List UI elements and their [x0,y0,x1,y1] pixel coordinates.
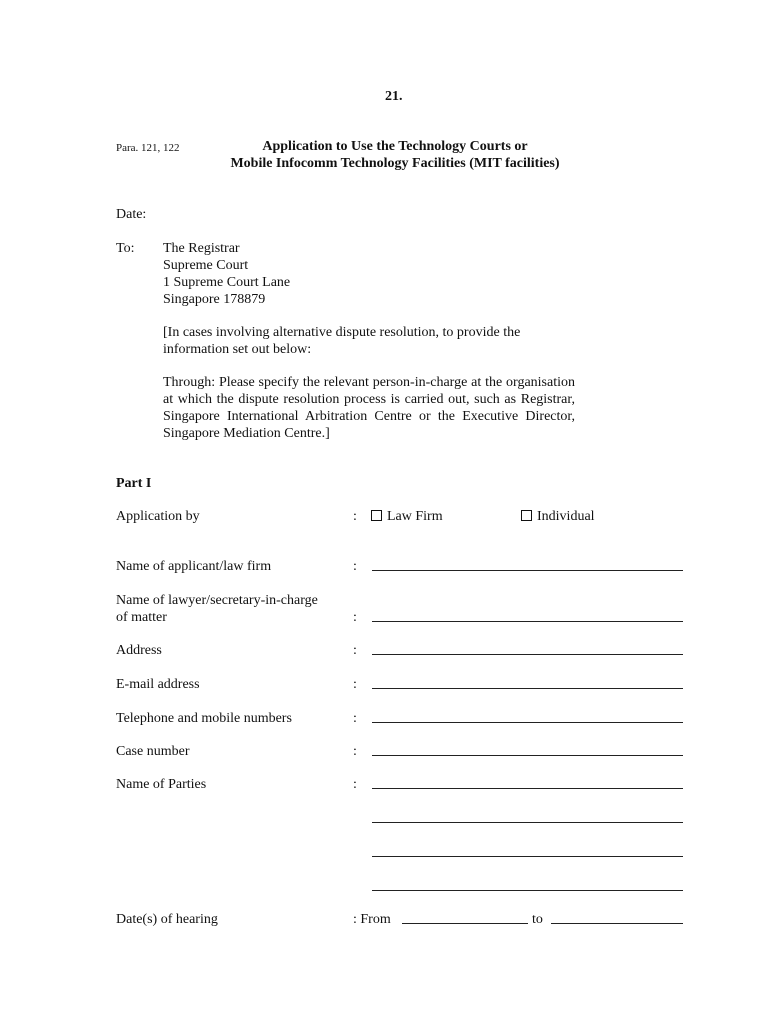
through-note: Through: Please specify the relevant person-in-charge at the organisation at which the dispute resolution process is carried out, such as Registrar, Singapore International Arbitration Centre or the Executive Director, Singapore Mediation Centre.] [163,375,575,441]
case-number-label: Case number [116,744,190,759]
telephone-field[interactable] [372,722,683,723]
field-colon: : [353,677,357,692]
lawyer-name-label-line-2: of matter [116,610,167,625]
recipient-address [163,240,290,308]
applicant-name-label: Name of applicant/law firm [116,559,272,574]
address-label: Address [116,643,162,658]
address-line-2: Supreme Court [163,258,249,273]
para-reference: Para. 121, 122 [116,142,180,154]
address-line-4: Singapore 178879 [163,292,266,307]
form-number: 21. [385,89,403,104]
parties-field-2[interactable] [372,822,683,823]
hearing-dates-label: Date(s) of hearing [116,912,218,927]
field-colon: : [353,643,357,658]
hearing-to-field[interactable] [551,923,683,924]
individual-label: Individual [537,509,595,524]
hearing-from-field[interactable] [402,923,528,924]
hearing-to-label: to [532,912,543,927]
title-line-2: Mobile Infocomm Technology Facilities (MIT facilities) [230,156,560,171]
field-colon: : [353,744,357,759]
application-by-label: Application by [116,509,200,524]
option-law-firm[interactable] [371,508,443,525]
adr-note: [In cases involving alternative dispute resolution, to provide the information set out below: [163,325,521,357]
page-title [180,138,610,172]
individual-checkbox[interactable] [521,510,532,521]
law-firm-label: Law Firm [387,509,443,524]
hearing-from-label: : From [353,912,391,927]
applicant-name-field[interactable] [372,570,683,571]
to-label: To: [116,241,135,256]
lawyer-name-label [116,592,318,626]
address-field[interactable] [372,654,683,655]
lawyer-name-field[interactable] [372,621,683,622]
option-individual[interactable] [521,508,595,525]
case-number-field[interactable] [372,755,683,756]
field-colon: : [353,559,357,574]
field-colon: : [353,711,357,726]
lawyer-name-label-line-1: Name of lawyer/secretary-in-charge [116,593,318,608]
field-colon: : [353,777,357,792]
part-heading: Part I [116,476,152,491]
telephone-label: Telephone and mobile numbers [116,711,292,726]
title-line-1: Application to Use the Technology Courts or [262,139,528,154]
date-label: Date: [116,207,147,222]
parties-field-3[interactable] [372,856,683,857]
address-line-1: The Registrar [163,241,240,256]
parties-field-1[interactable] [372,788,683,789]
field-colon: : [353,610,357,625]
parties-field-4[interactable] [372,890,683,891]
address-line-3: 1 Supreme Court Lane [163,275,291,290]
field-colon: : [353,509,357,524]
parties-label: Name of Parties [116,777,207,792]
law-firm-checkbox[interactable] [371,510,382,521]
email-field[interactable] [372,688,683,689]
email-label: E-mail address [116,677,200,692]
